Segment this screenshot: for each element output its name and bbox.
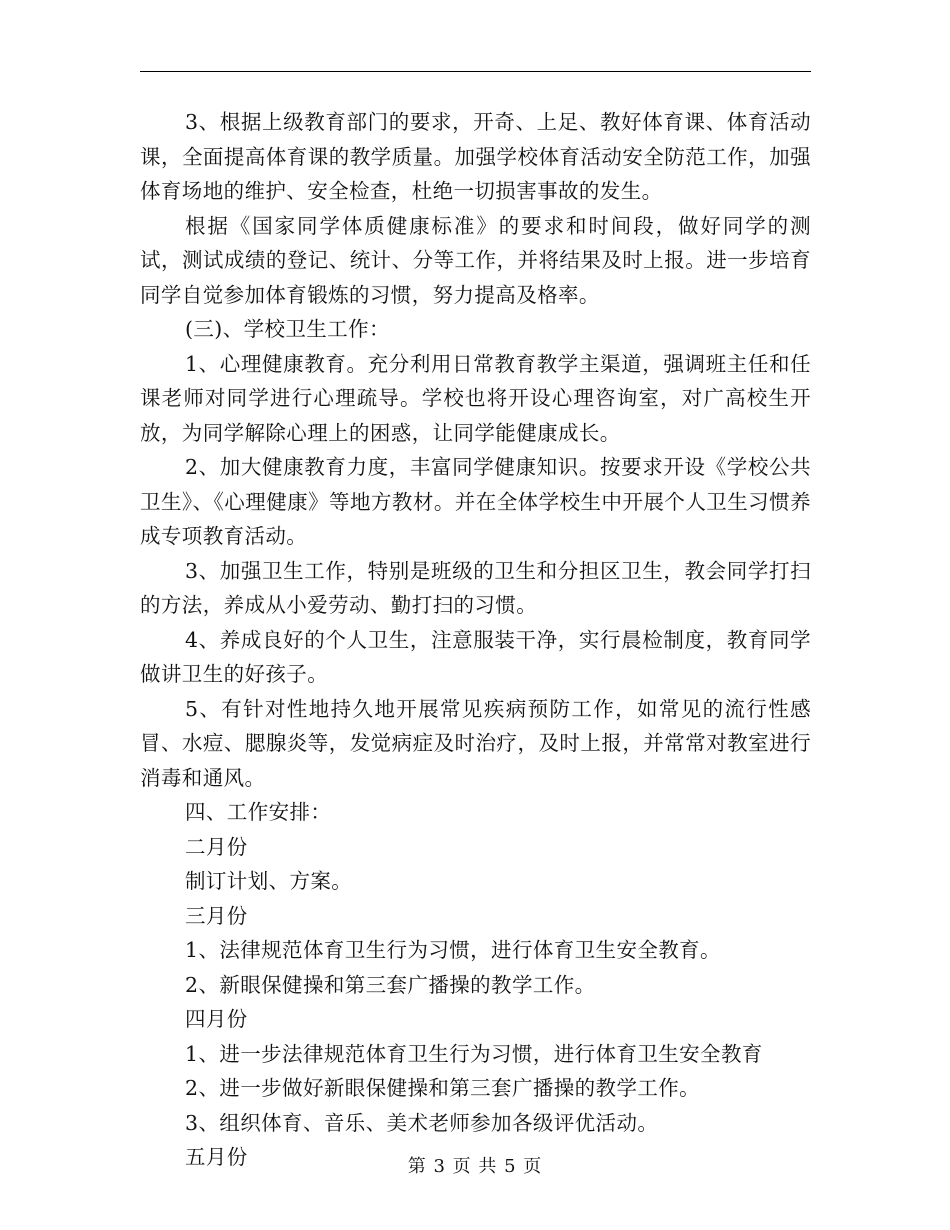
list-item: 1、法律规范体育卫生行为习惯，进行体育卫生安全教育。: [185, 938, 721, 962]
paragraph: 根据《国家同学体质健康标准》的要求和时间段，做好同学的测试，测试成绩的登记、统计、分等工作，并将结果及时上报。进一步培育同学自觉参加体育锻炼的习惯，努力提高及格率。: [140, 213, 811, 307]
paragraph: 4、养成良好的个人卫生，注意服装干净，实行晨检制度，教育同学做讲卫生的好孩子。: [140, 627, 811, 686]
month-heading: 四月份: [185, 1007, 248, 1031]
document-body: [140, 105, 811, 1175]
month-heading: 五月份: [185, 1145, 248, 1169]
month-heading: 三月份: [185, 903, 248, 928]
paragraph: 2、加大健康教育力度，丰富同学健康知识。按要求开设《学校公共卫生》、《心理健康》等地方教材。并在全体学校生中开展个人卫生习惯养成专项教育活动。: [140, 455, 811, 548]
list-item: 1、进一步法律规范体育卫生行为习惯，进行体育卫生安全教育: [185, 1041, 763, 1066]
paragraph: 3、根据上级教育部门的要求，开奇、上足、教好体育课、体育活动课，全面提高体育课的教学质量。加强学校体育活动安全防范工作，加强体育场地的维护、安全检查，杜绝一切损害事故的发生。: [140, 110, 811, 203]
paragraph: 5、有针对性地持久地开展常见疾病预防工作，如常见的流行性感冒、水痘、腮腺炎等，发觉病症及时治疗，及时上报，并常常对教室进行消毒和通风。: [140, 696, 811, 790]
paragraph: 3、加强卫生工作，特别是班级的卫生和分担区卫生，教会同学打扫的方法，养成从小爱劳动、勤打扫的习惯。: [140, 558, 811, 617]
list-item: 2、新眼保健操和第三套广播操的教学工作。: [185, 972, 596, 997]
list-item: 3、组织体育、音乐、美术老师参加各级评优活动。: [185, 1110, 659, 1135]
page-number-footer: 第 3 页 共 5 页: [407, 1156, 543, 1177]
paragraph: 1、心理健康教育。充分利用日常教育教学主渠道，强调班主任和任课老师对同学进行心理疏导。学校也将开设心理咨询室，对广高校生开放，为同学解除心理上的困惑，让同学能健康成长。: [140, 351, 811, 445]
list-item: 制订计划、方案。: [185, 869, 353, 893]
section-heading: (三)、学校卫生工作：: [185, 317, 390, 341]
header-rule: [140, 71, 811, 72]
list-item: 2、进一步做好新眼保健操和第三套广播操的教学工作。: [185, 1076, 701, 1100]
month-heading: 二月份: [185, 834, 248, 859]
section-heading: 四、工作安排：: [185, 800, 332, 824]
